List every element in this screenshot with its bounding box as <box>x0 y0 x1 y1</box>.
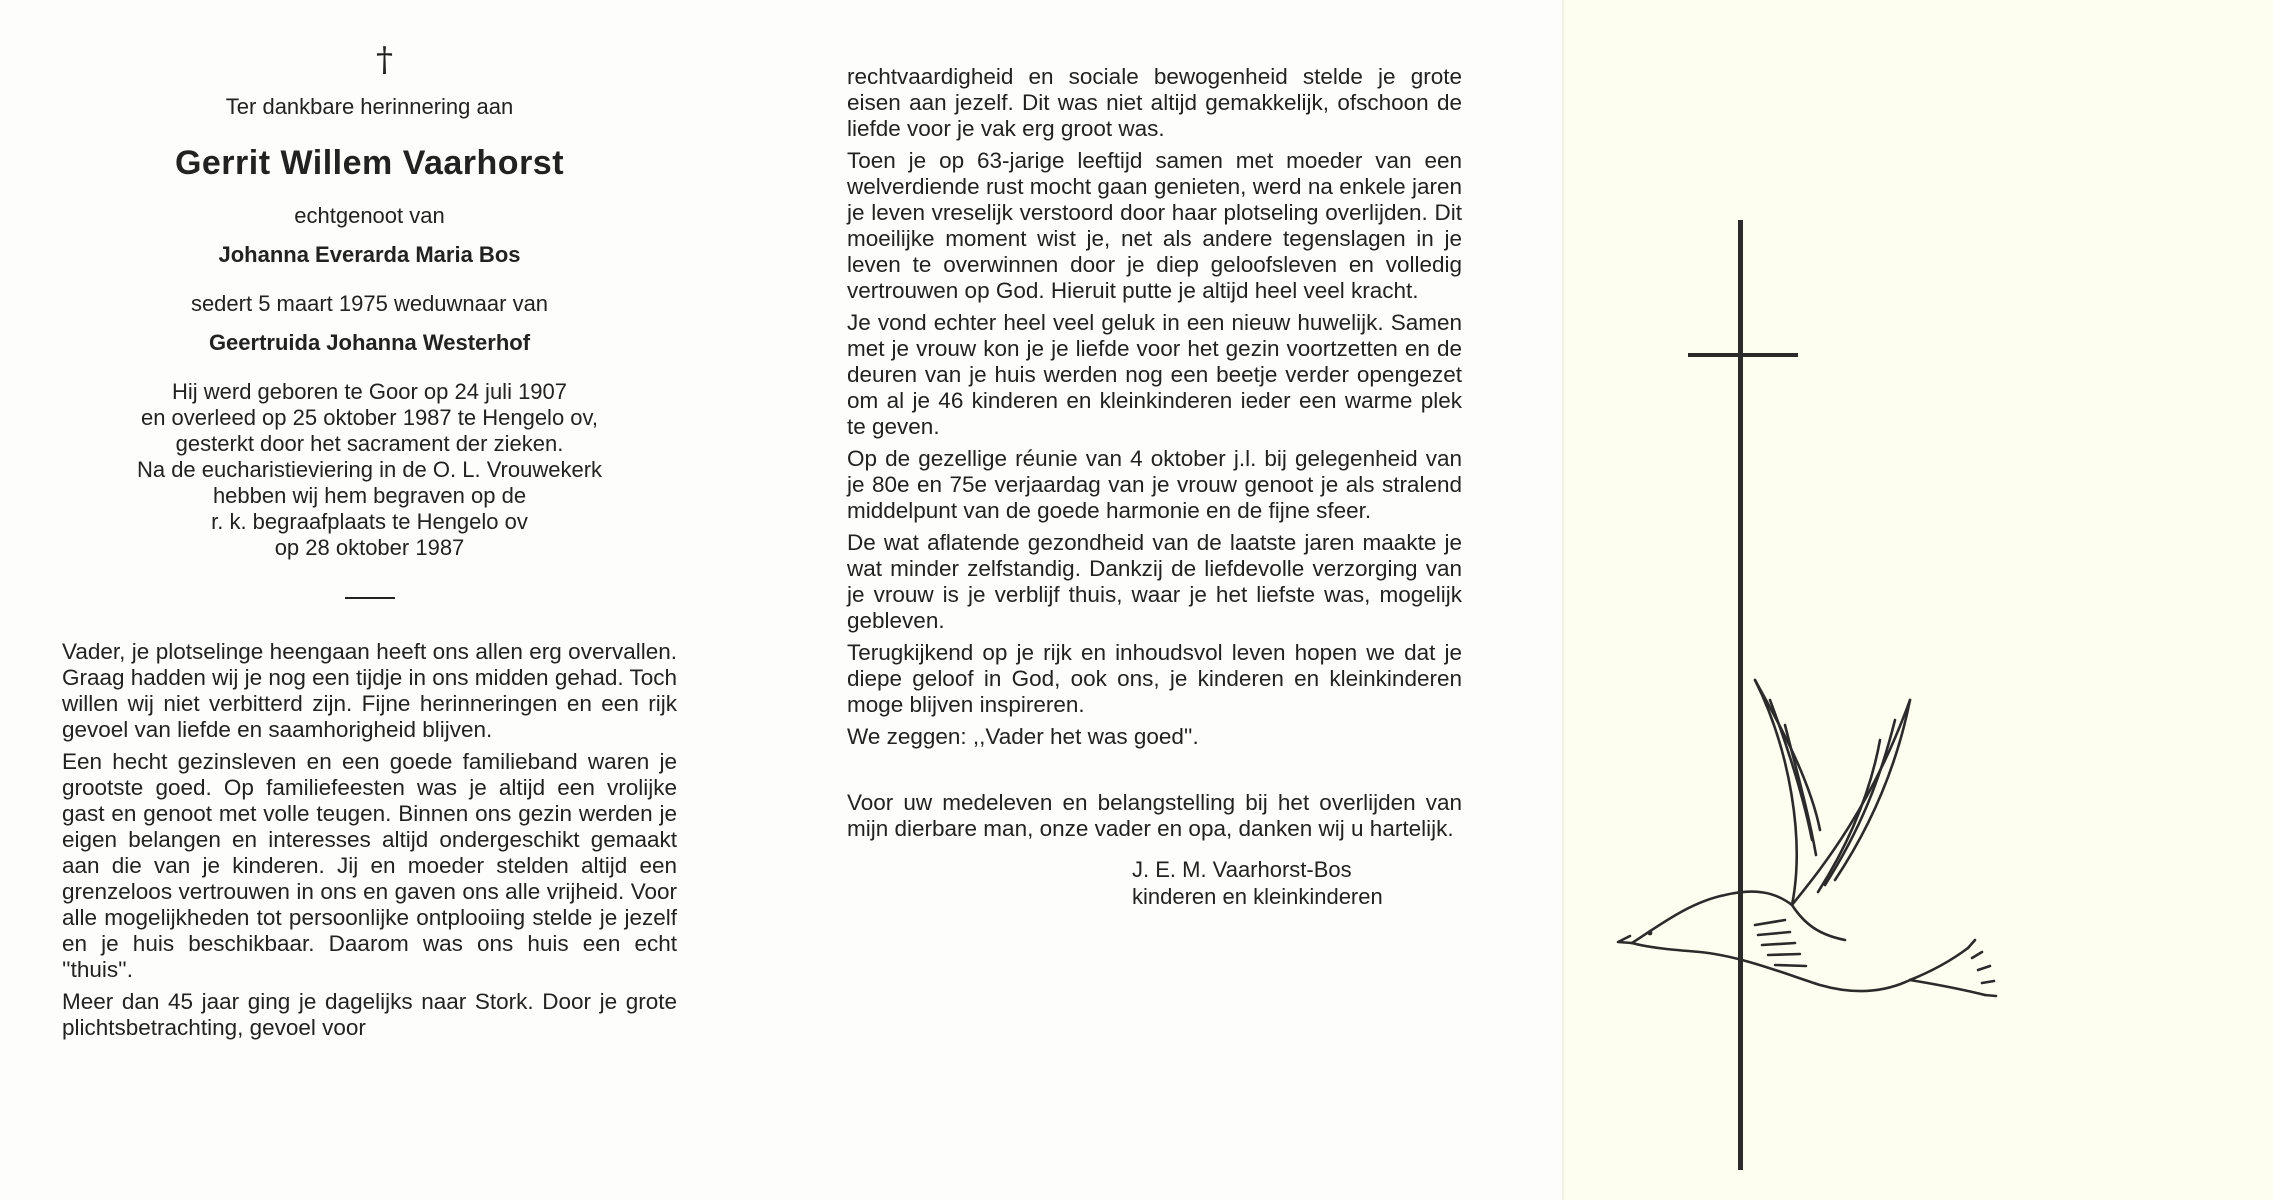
signature-name: J. E. M. Vaarhorst-Bos <box>1132 857 1352 882</box>
deceased-name: Gerrit Willem Vaarhorst <box>174 144 565 182</box>
fold-line <box>1562 0 1564 1200</box>
bio-line: gesterkt door het sacrament der zieken. <box>175 431 564 456</box>
divider <box>345 597 395 599</box>
paragraph: We zeggen: ,,Vader het was goed''. <box>847 724 1199 749</box>
paragraph: De wat aflatende gezondheid van de laatste jaren maakte je wat minder zelfstandig. Dankzij de liefdevolle verzorging van je vrouw is je verblijf thuis, waar je het liefste was, mogelijk gebleven. <box>847 530 1462 633</box>
cross-icon <box>1688 220 1798 1170</box>
paragraph: Op de gezellige réunie van 4 oktober j.l. bij gelegenheid van je 80e en 75e verjaardag van je vrouw genoot je als stralend middelpunt van de goede harmonie en de fijne sfeer. <box>847 446 1462 523</box>
paragraph: Een hecht gezinsleven en een goede familieband waren je grootste goed. Op familiefeesten was je altijd een vrolijke gast en genoot met volle teugen. Binnen ons gezin werden je eigen belangen en interesses altijd ondergeschikt gemaakt aan die van je kinderen. Jij en moeder stelden altijd een grenzeloos vertrouwen in ons en gaven ons alle vrijheid. Voor alle mogelijkheden tot persoonlijke ontplooiing stelde je jezelf en je huis beschikbaar. Daarom was ons huis een echt ''thuis''. <box>62 749 677 982</box>
spouse-label: echtgenoot van <box>294 203 445 228</box>
spouse-name: Johanna Everarda Maria Bos <box>218 242 521 267</box>
paragraph: rechtvaardigheid en sociale bewogenheid stelde je grote eisen aan jezelf. Dit was niet altijd gemakkelijk, ofschoon de liefde voor je vak erg groot was. <box>847 64 1462 141</box>
paragraph: Je vond echter heel veel geluk in een nieuw huwelijk. Samen met je vrouw kon je je liefde voor het gezin voortzetten en de deuren van je huis werden nog een beetje verder opengezet om al je 46 kinderen en kleinkinderen ieder een warme plek te geven. <box>847 310 1462 439</box>
bio-line: en overleed op 25 oktober 1987 te Hengelo ov, <box>140 405 599 430</box>
left-column <box>62 40 677 1047</box>
biography <box>62 379 677 561</box>
middle-column <box>847 64 1462 910</box>
paragraph: Terugkijkend op je rijk en inhoudsvol leven hopen we dat je diepe geloof in God, ook ons, je kinderen en kleinkinderen moge blijven inspireren. <box>847 640 1462 717</box>
thanks-text: Voor uw medeleven en belangstelling bij het overlijden van mijn dierbare man, onze vader en opa, danken wij u hartelijk. <box>847 790 1462 841</box>
bio-line: hebben wij hem begraven op de <box>212 483 527 508</box>
paragraph: Meer dan 45 jaar ging je dagelijks naar Stork. Door je grote plichtsbetrachting, gevoel voor <box>62 989 677 1040</box>
first-wife-name: Geertruida Johanna Westerhof <box>208 330 531 355</box>
small-cross-icon: † <box>376 40 393 80</box>
bio-line: op 28 oktober 1987 <box>274 535 465 560</box>
dove-icon <box>1618 680 1996 996</box>
signature <box>1132 856 1462 910</box>
bio-line: Na de eucharistieviering in de O. L. Vrouwekerk <box>136 457 603 482</box>
paragraph: Vader, je plotselinge heengaan heeft ons allen erg overvallen. Graag hadden wij je nog een tijdje in ons midden gehad. Toch willen wij niet verbitterd zijn. Fijne herinneringen en een rijk gevoel van liefde en saamhorigheid blijven. <box>62 639 678 742</box>
bio-line: Hij werd geboren te Goor op 24 juli 1907 <box>171 379 568 404</box>
intro-text: Ter dankbare herinnering aan <box>225 94 514 119</box>
cross-and-dove-illustration <box>1580 180 2140 1180</box>
bio-line: r. k. begraafplaats te Hengelo ov <box>211 509 528 534</box>
signature-family: kinderen en kleinkinderen <box>1132 884 1383 909</box>
widower-label: sedert 5 maart 1975 weduwnaar van <box>190 291 549 316</box>
paragraph: Toen je op 63-jarige leeftijd samen met moeder van een welverdiende rust mocht gaan genieten, werd na enkele jaren je leven vreselijk verstoord door haar plotseling overlijden. Dit moeilijke moment wist je, net als andere tegenslagen in je leven te overwinnen door je diep geloofsleven en volledig vertrouwen op God. Hieruit putte je altijd heel veel kracht. <box>847 148 1462 303</box>
